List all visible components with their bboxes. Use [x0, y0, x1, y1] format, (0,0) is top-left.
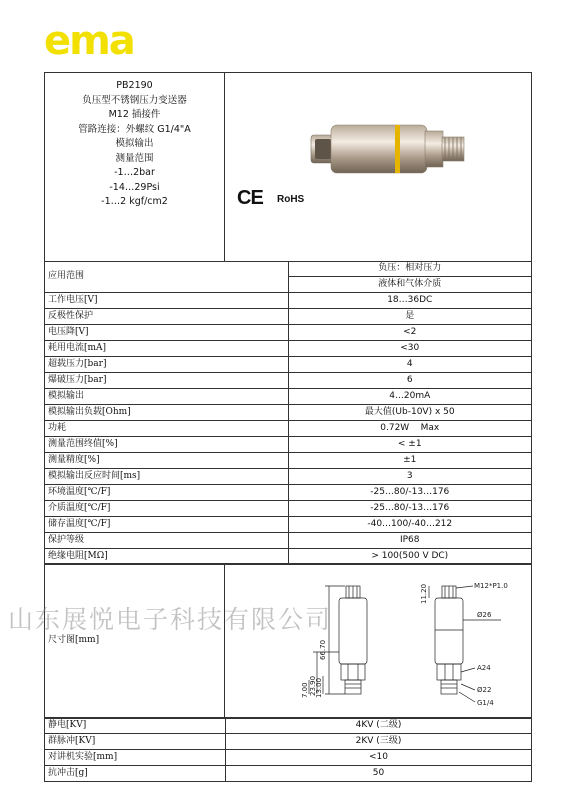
dim-hex-height: 13.00 — [315, 677, 323, 698]
spec-value: <10 — [226, 750, 532, 766]
spec-label: 测量范围终值[%] — [45, 437, 288, 453]
svg-text:ema: ema — [44, 22, 134, 62]
spec-value: 50 — [226, 766, 532, 782]
product-line: 模拟输出 — [115, 138, 154, 149]
product-line: -14…29Psi — [109, 181, 160, 193]
spec-value: 18…36DC — [288, 293, 531, 309]
spec-label: 超载压力[bar] — [45, 357, 288, 373]
spec-label: 功耗 — [45, 421, 288, 437]
table-row — [45, 373, 531, 389]
ce-mark: CE — [237, 187, 263, 209]
spec-value: 2KV (三级) — [226, 734, 532, 750]
product-line: -1…2 kgf/cm2 — [101, 196, 168, 207]
dim-connector: M12*P1.0 — [474, 582, 508, 590]
spec-value: -25…80/-13…176 — [288, 501, 531, 517]
spec-label: 电压降[V] — [45, 325, 288, 341]
spec-value: 最大值(Ub-10V) x 50 — [288, 405, 531, 421]
dim-thread: G1/4 — [477, 699, 494, 707]
table-row — [45, 533, 531, 549]
spec-label: 群脉冲[KV] — [45, 734, 226, 750]
spec-value: > 100(500 V DC) — [288, 549, 531, 565]
datasheet — [44, 72, 532, 782]
spec-label: 工作电压[V] — [45, 293, 288, 309]
spec-value: -25…80/-13…176 — [288, 485, 531, 501]
sensor-photo — [225, 73, 531, 183]
spec-value: 4…20mA — [288, 389, 531, 405]
spec-value: <30 — [288, 341, 531, 357]
dim-hex: A24 — [477, 664, 491, 672]
product-line: PB2190 — [116, 80, 153, 91]
table-row — [45, 517, 531, 533]
spec-label: 环境温度[℃/F] — [45, 485, 288, 501]
table-row — [45, 453, 531, 469]
dim-top: 11.20 — [420, 583, 428, 604]
dimension-drawing — [225, 564, 531, 718]
spec-label: 反极性保护 — [45, 309, 288, 325]
bottom-spec-table — [45, 717, 531, 782]
table-row — [45, 501, 531, 517]
spec-label: 对讲机实验[mm] — [45, 750, 226, 766]
spec-label: 耗用电流[mA] — [45, 341, 288, 357]
product-image-area — [225, 73, 531, 261]
spec-table — [45, 261, 531, 565]
table-row — [45, 261, 531, 277]
spec-label: 绝缘电阻[MΩ] — [45, 549, 288, 565]
table-row — [45, 293, 531, 309]
spec-label: 介质温度[℃/F] — [45, 501, 288, 517]
dim-lower: 23.90 — [309, 675, 317, 696]
technical-drawing — [225, 564, 531, 718]
spec-value: ±1 — [288, 453, 531, 469]
spec-label: 抗冲击[g] — [45, 766, 226, 782]
dim-diameter: Ø26 — [477, 611, 492, 619]
dim-thread-dia: Ø22 — [477, 686, 492, 694]
table-row — [45, 325, 531, 341]
spec-value: 4 — [288, 357, 531, 373]
table-row — [45, 405, 531, 421]
spec-value: 4KV (二级) — [226, 718, 532, 734]
ema-logo — [44, 22, 154, 62]
table-row — [45, 437, 531, 453]
table-row — [45, 309, 531, 325]
spec-value: 0.72W Max — [288, 421, 531, 437]
spec-value: <2 — [288, 325, 531, 341]
table-row — [45, 469, 531, 485]
spec-value: 负压：相对压力 — [288, 261, 531, 277]
spec-value: 3 — [288, 469, 531, 485]
dimension-label: 尺寸图[mm] — [45, 564, 225, 718]
table-row — [45, 766, 531, 782]
product-line: 测量范围 — [115, 152, 154, 164]
spec-label: 测量精度[%] — [45, 453, 288, 469]
product-description — [45, 73, 225, 261]
product-line: M12 插接件 — [108, 109, 161, 120]
spec-value: 液体和气体介质 — [288, 277, 531, 293]
spec-value: 是 — [288, 309, 531, 325]
spec-value: IP68 — [288, 533, 531, 549]
spec-label: 应用范围 — [45, 261, 288, 293]
dim-total-height: 66.70 — [319, 639, 327, 660]
spec-label: 模拟输出负载[Ohm] — [45, 405, 288, 421]
product-line: -1…2bar — [114, 167, 155, 178]
table-row — [45, 485, 531, 501]
product-line: 负压型不锈钢压力变送器 — [82, 94, 187, 106]
table-row — [45, 734, 531, 750]
table-row — [45, 389, 531, 405]
spec-value: < ±1 — [288, 437, 531, 453]
product-header — [45, 73, 531, 262]
table-row — [45, 341, 531, 357]
spec-value: 6 — [288, 373, 531, 389]
dimension-section — [45, 563, 531, 719]
spec-label: 储存温度[℃/F] — [45, 517, 288, 533]
table-row — [45, 421, 531, 437]
product-line: 管路连接：外螺纹 G1/4"A — [78, 123, 191, 135]
spec-label: 爆破压力[bar] — [45, 373, 288, 389]
spec-label: 保护等级 — [45, 533, 288, 549]
dim-thread-height: 7.00 — [301, 682, 309, 698]
spec-label: 模拟输出 — [45, 389, 288, 405]
table-row — [45, 357, 531, 373]
spec-label: 模拟输出反应时间[ms] — [45, 469, 288, 485]
table-row — [45, 750, 531, 766]
watermark: 山东展悦电子科技有限公司 — [8, 605, 333, 634]
table-row — [45, 718, 531, 734]
spec-value: -40…100/-40…212 — [288, 517, 531, 533]
rohs-mark: RoHS — [277, 194, 305, 205]
spec-label: 静电[KV] — [45, 718, 226, 734]
